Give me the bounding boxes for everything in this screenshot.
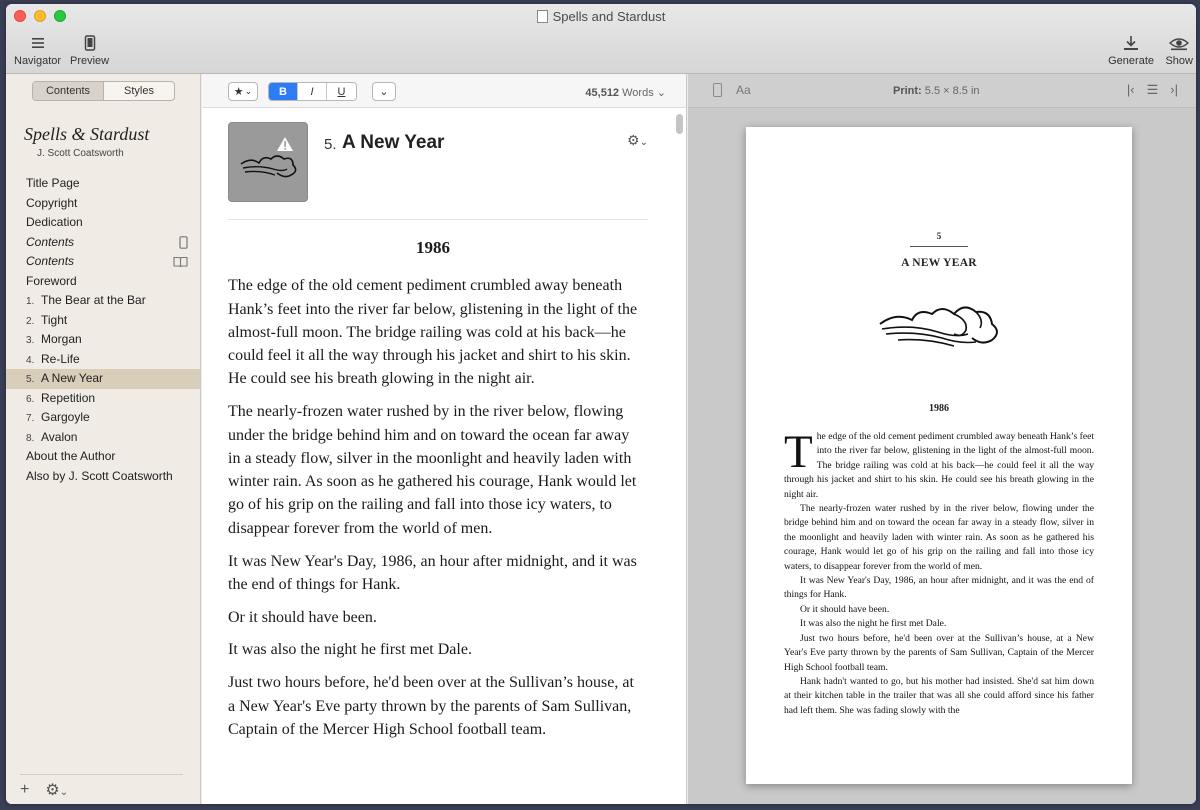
page-paragraph: The nearly-frozen water rushed by in the river below, flowing under the bridge behind him and on toward the ocean far away in a steady flow, silver in the moonlight and heavily laden with winter rain. As soon as he gathered his courage, Hank would let go of his grip on the railing and fall into those icy waters, to disappear forever from the world of men. [784, 503, 1094, 572]
page-first-paragraph [784, 426, 1094, 502]
star-icon: ★ [233, 86, 244, 98]
sidebar-segmented-control [32, 81, 175, 101]
sidebar-item-label: Dedication [26, 215, 83, 229]
sidebar-item-chapter-4[interactable] [6, 350, 200, 370]
next-chapter-icon[interactable]: ›| [1170, 82, 1178, 97]
hamburger-icon [31, 34, 45, 52]
chapter-heading-image[interactable] [228, 122, 308, 202]
list-icon[interactable]: ☰ [1146, 82, 1159, 97]
text-size-button[interactable]: Aa [736, 83, 751, 97]
sidebar-item-title-page[interactable] [6, 174, 200, 194]
document-icon [537, 10, 548, 23]
print-size[interactable] [893, 85, 980, 97]
sidebar-gear-button[interactable] [45, 780, 68, 800]
sidebar-item-number: 5. [26, 374, 35, 385]
page-chapter-title: A NEW YEAR [901, 257, 977, 269]
sidebar-item-label: Contents [26, 234, 75, 249]
preview-label: Preview [70, 55, 110, 67]
cloud-ornament-icon [872, 294, 1006, 356]
sidebar-item-label: A New Year [41, 371, 104, 385]
sidebar-item-label: Foreword [26, 273, 77, 288]
bold-button[interactable]: B [269, 83, 298, 100]
page-scene-heading: 1986 [929, 403, 949, 414]
chapter-title[interactable]: A New Year [342, 132, 445, 153]
sidebar-item-copyright[interactable] [6, 194, 200, 214]
chevron-down-icon: ⌄ [379, 86, 389, 98]
navigator-button[interactable] [14, 34, 61, 67]
sidebar-item-label: The Bear at the Bar [41, 293, 146, 307]
chevron-down-icon: ⌄ [656, 87, 666, 99]
navigator-label: Navigator [14, 55, 62, 67]
sidebar-item-label: Morgan [41, 332, 82, 346]
sidebar-footer [20, 774, 183, 804]
sidebar [6, 74, 201, 804]
tab-styles[interactable]: Styles [124, 85, 154, 97]
page-paragraph: Hank hadn't wanted to go, but his mother had insisted. She'd sat him down at their kitchen table in the trailer that was all she could afford since his father had left them. She was fading slowly with the [784, 675, 1094, 716]
sidebar-item-foreword[interactable] [6, 272, 200, 292]
sidebar-item-label: Also by J. Scott Coatsworth [26, 468, 173, 483]
download-icon [1122, 34, 1140, 52]
editor-text[interactable] [228, 226, 638, 751]
book-title[interactable]: Spells & Stardust [24, 124, 150, 144]
page-paragraph: Just two hours before, he'd been over at the Sullivan’s house, at a New Year's Eve party thrown by the parents of Sam Sullivan, Captain of the Mercer High School football team. [784, 632, 1094, 673]
cloud-ornament-icon [229, 123, 309, 203]
page-paragraph: It was also the night he first met Dale. [800, 618, 947, 630]
table-of-contents [6, 174, 200, 486]
generate-label: Generate [1108, 55, 1154, 67]
word-count-value: 45,512 [585, 87, 620, 99]
eye-icon [1169, 34, 1189, 52]
print-size-value: 5.5 × 8.5 in [924, 85, 980, 97]
sidebar-item-number: 2. [26, 315, 35, 327]
print-size-label: Print: [893, 85, 922, 97]
sidebar-item-label: Re-Life [41, 351, 80, 366]
sidebar-item-label: Copyright [26, 195, 78, 210]
preview-button[interactable] [70, 34, 109, 67]
editor-scrollbar[interactable] [676, 114, 683, 134]
paragraph: The nearly-frozen water rushed by in the river below, flowing under the bridge behind him and on toward the ocean far away in a steady flow, silver in the moonlight and heavily laden with winter rain. As soon as he gathered his courage, Hank would let go of his grip on the railing and fall into those icy waters, to disappear forever from the world of men. [228, 403, 637, 537]
window-title [6, 9, 1196, 24]
sidebar-item-dedication[interactable] [6, 213, 200, 233]
sidebar-item-chapter-7[interactable] [6, 408, 200, 428]
preview-page[interactable] [746, 127, 1132, 784]
sidebar-item-chapter-1[interactable] [6, 291, 200, 311]
chapter-header [228, 122, 648, 220]
word-count[interactable] [585, 86, 666, 99]
generate-button[interactable] [1108, 34, 1154, 67]
sidebar-item-chapter-5[interactable] [6, 369, 200, 389]
editor-toolbar [202, 74, 686, 108]
sidebar-item-number: 7. [26, 413, 35, 424]
preview-navigation [1127, 82, 1178, 98]
sidebar-item-number: 8. [26, 432, 35, 444]
more-formats-button[interactable] [372, 82, 396, 101]
page-chapter-number: 5 [936, 231, 942, 241]
chevron-down-icon: ⌄ [244, 86, 253, 96]
sidebar-item-label: Gargoyle [41, 410, 90, 424]
previous-chapter-icon[interactable]: |‹ [1126, 82, 1135, 97]
drop-cap: T [784, 426, 813, 478]
sidebar-item-label: Contents [26, 254, 75, 268]
sidebar-item-number: 6. [26, 393, 35, 405]
sidebar-item-chapter-6[interactable] [6, 389, 200, 409]
device-icon[interactable] [713, 83, 722, 97]
sidebar-item-label: About the Author [26, 449, 116, 463]
sidebar-item-also-by[interactable] [6, 467, 200, 487]
sidebar-item-contents-print[interactable] [6, 252, 200, 272]
sidebar-item-about-author[interactable] [6, 447, 200, 467]
sidebar-item-number: 1. [26, 296, 35, 307]
paragraph: It was New Year's Day, 1986, an hour after midnight, and it was the end of things for Hank. [228, 552, 637, 593]
window-title-text: Spells and Stardust [552, 9, 666, 24]
divider [910, 246, 968, 247]
sidebar-item-label: Tight [41, 312, 68, 327]
sidebar-item-chapter-2[interactable] [6, 311, 200, 331]
show-label: Show [1165, 55, 1193, 67]
chapter-number: 5. [324, 136, 337, 153]
sidebar-item-number: 4. [26, 354, 35, 366]
device-icon [84, 34, 96, 52]
sidebar-item-chapter-3[interactable] [6, 330, 200, 350]
sidebar-item-label: Title Page [26, 176, 80, 190]
chapter-settings-button[interactable] [627, 132, 648, 149]
page-paragraph: It was New Year's Day, 1986, an hour after midnight, and it was the end of things for Hank. [784, 575, 1094, 601]
sidebar-item-label: Repetition [41, 390, 96, 405]
first-paragraph-text: he edge of the old cement pediment crumbled away beneath Hank’s feet into the river far below, glistening in the light of the almost-full moon. The bridge railing was cold at his back—he could feel it all the way through his jacket and shirt to his skin. He could see his breath glowing in the night air. [784, 431, 1094, 500]
page-paragraph: Or it should have been. [800, 603, 890, 615]
gear-icon: ⚙ [627, 132, 640, 148]
italic-button[interactable]: I [298, 83, 327, 100]
paragraph: It was also the night he first met Dale. [228, 641, 472, 659]
book-author: J. Scott Coatsworth [37, 148, 124, 159]
scene-heading: 1986 [416, 238, 450, 257]
preview-pane [688, 74, 1196, 804]
sidebar-item-chapter-8[interactable] [6, 428, 200, 448]
tab-contents[interactable]: Contents [33, 82, 104, 100]
chevron-down-icon: ⌄ [59, 786, 69, 798]
page-text [784, 426, 1094, 718]
show-button[interactable] [1165, 34, 1193, 67]
paragraph: The edge of the old cement pediment crumbled away beneath Hank’s feet into the river far below, glistening in the light of the almost-full moon. The bridge railing was cold at his back—he could feel it all the way through his jacket and shirt to his skin. He could see his breath glowing in the night air. [228, 277, 638, 388]
preview-toolbar [688, 74, 1196, 108]
sidebar-item-contents-ebook[interactable] [6, 233, 200, 253]
chevron-down-icon: ⌄ [639, 137, 648, 148]
sidebar-item-label: Avalon [41, 429, 78, 444]
gear-icon: ⚙ [45, 781, 60, 799]
word-count-suffix: Words [622, 87, 654, 99]
editor-pane [202, 74, 687, 804]
text-style-group [268, 82, 357, 101]
add-item-button[interactable]: + [20, 780, 30, 798]
sidebar-item-number: 3. [26, 335, 35, 346]
underline-button[interactable]: U [327, 83, 356, 100]
titlebar [6, 4, 1196, 74]
app-window [6, 4, 1196, 804]
paragraph: Or it should have been. [228, 608, 377, 626]
style-menu-button[interactable] [228, 82, 258, 101]
paragraph: Just two hours before, he'd been over at the Sullivan’s house, at a New Year's Eve party thrown by the parents of Sam Sullivan, Captain of the Mercer High School football team. [228, 674, 634, 738]
